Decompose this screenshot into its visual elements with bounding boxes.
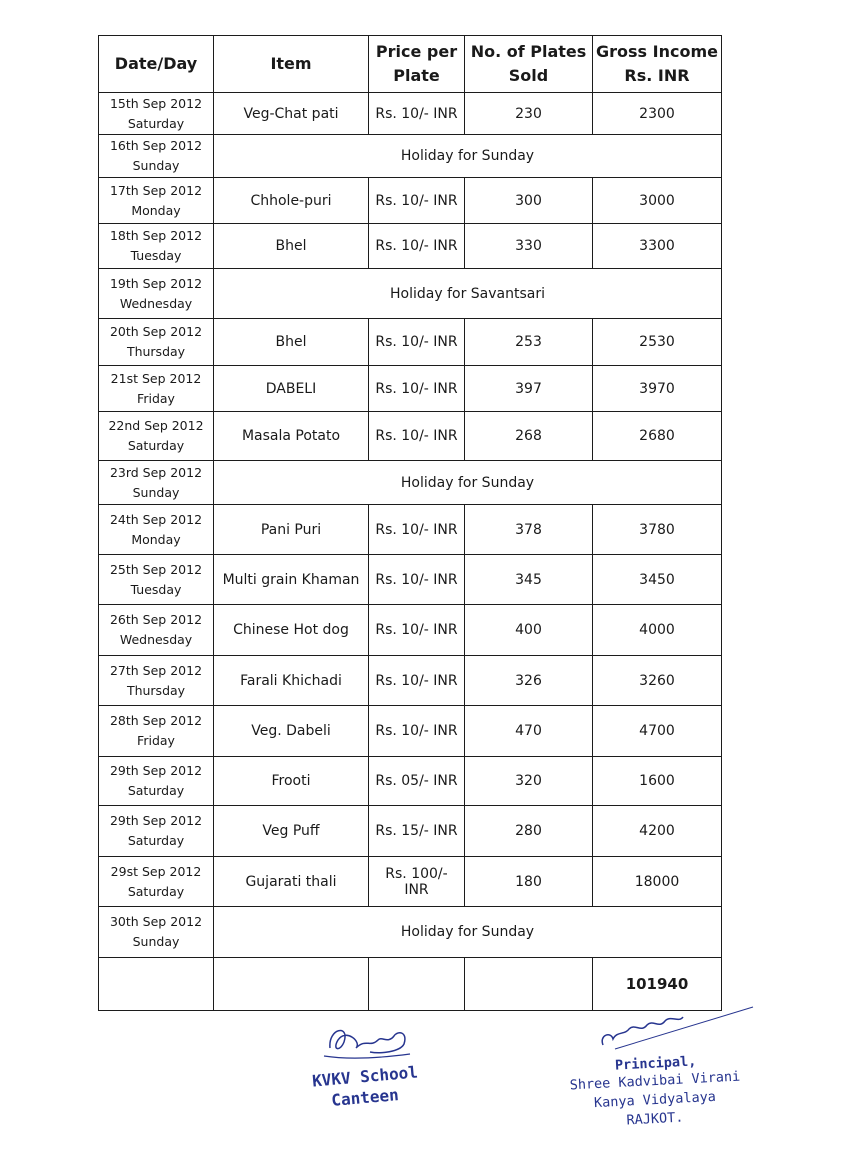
plates-cell: 253 (465, 319, 593, 366)
day-text: Saturday (127, 438, 185, 453)
header-price (369, 36, 465, 93)
date-cell (99, 907, 214, 958)
item-cell: Bhel (214, 319, 369, 366)
date-text: 15th Sep 2012 (109, 95, 203, 111)
plates-cell: 345 (465, 555, 593, 605)
header-item: Item (214, 36, 369, 93)
price-cell: Rs. 10/- INR (369, 319, 465, 366)
table-row (99, 757, 722, 806)
table-row (99, 656, 722, 706)
item-cell: Farali Khichadi (214, 656, 369, 706)
table-row (99, 412, 722, 461)
table-row (99, 857, 722, 907)
plates-cell: 326 (465, 656, 593, 706)
header-price-line2: Plate (393, 66, 440, 85)
price-cell: Rs. 10/- INR (369, 224, 465, 269)
date-cell (99, 366, 214, 412)
plates-cell: 330 (465, 224, 593, 269)
income-cell: 18000 (593, 857, 722, 907)
holiday-row (99, 461, 722, 505)
price-cell: Rs. 15/- INR (369, 806, 465, 857)
item-cell: Frooti (214, 757, 369, 806)
income-cell: 1600 (593, 757, 722, 806)
date-text: 30th Sep 2012 (109, 914, 203, 929)
plates-cell: 470 (465, 706, 593, 757)
table-row (99, 605, 722, 656)
date-text: 19th Sep 2012 (109, 275, 203, 291)
date-cell (99, 857, 214, 907)
item-cell: Chinese Hot dog (214, 605, 369, 656)
day-text: Thursday (126, 344, 186, 359)
canteen-signature-stamp (290, 1018, 440, 1108)
income-cell: 3450 (593, 555, 722, 605)
table-row (99, 319, 722, 366)
date-cell (99, 656, 214, 706)
table-body (99, 93, 722, 958)
date-cell (99, 806, 214, 857)
day-text: Monday (131, 202, 181, 218)
principal-stamp-line: Kanya Vidyalaya (593, 1088, 717, 1112)
day-text: Friday (137, 733, 175, 748)
item-cell: Veg-Chat pati (214, 93, 369, 135)
day-text: Saturday (127, 833, 185, 848)
table-row (99, 93, 722, 135)
date-text: 20th Sep 2012 (109, 324, 203, 339)
table-row (99, 706, 722, 757)
price-cell: Rs. 10/- INR (369, 366, 465, 412)
item-cell: DABELI (214, 366, 369, 412)
day-text: Sunday (132, 934, 180, 949)
date-text: 23rd Sep 2012 (109, 464, 203, 480)
table-row (99, 806, 722, 857)
date-text: 28th Sep 2012 (109, 713, 203, 728)
day-text: Friday (137, 390, 175, 406)
date-text: 27th Sep 2012 (109, 662, 203, 678)
table-row (99, 178, 722, 224)
date-cell (99, 555, 214, 605)
holiday-cell: Holiday for Sunday (214, 135, 722, 178)
price-cell: Rs. 05/- INR (369, 757, 465, 806)
date-cell (99, 178, 214, 224)
principal-signature-stamp (555, 1005, 755, 1129)
day-text: Monday (131, 531, 181, 547)
canteen-stamp-line: Canteen (330, 1085, 400, 1110)
date-cell (99, 461, 214, 505)
table-footer (99, 958, 722, 1011)
income-cell: 3780 (593, 505, 722, 555)
principal-stamp-line: Principal, (614, 1053, 697, 1074)
item-cell: Masala Potato (214, 412, 369, 461)
income-cell: 2680 (593, 412, 722, 461)
price-cell: Rs. 10/- INR (369, 656, 465, 706)
plates-cell: 400 (465, 605, 593, 656)
header-plates-line2: Sold (508, 66, 549, 85)
date-text: 25th Sep 2012 (109, 561, 203, 577)
day-text: Sunday (132, 484, 180, 500)
date-cell (99, 135, 214, 178)
canteen-signature-scribble (310, 1018, 420, 1066)
income-cell: 2530 (593, 319, 722, 366)
price-cell: Rs. 10/- INR (369, 605, 465, 656)
plates-cell: 397 (465, 366, 593, 412)
header-income-line1: Gross Income (596, 42, 718, 61)
day-text: Tuesday (130, 248, 182, 263)
date-cell (99, 505, 214, 555)
day-text: Sunday (132, 158, 180, 173)
header-plates-line1: No. of Plates (470, 42, 587, 61)
price-cell: Rs. 10/- INR (369, 505, 465, 555)
plates-cell: 300 (465, 178, 593, 224)
plates-cell: 268 (465, 412, 593, 461)
income-cell: 3970 (593, 366, 722, 412)
date-text: 29th Sep 2012 (109, 763, 203, 778)
date-cell (99, 706, 214, 757)
day-text: Wednesday (119, 632, 193, 647)
date-text: 29th Sep 2012 (109, 813, 203, 828)
date-text: 16th Sep 2012 (109, 138, 203, 153)
plates-cell: 320 (465, 757, 593, 806)
income-cell: 4200 (593, 806, 722, 857)
day-text: Thursday (126, 682, 186, 698)
date-text: 26th Sep 2012 (109, 612, 203, 627)
principal-stamp-line: RAJKOT. (626, 1109, 684, 1129)
total-empty-cell (465, 958, 593, 1011)
date-cell (99, 224, 214, 269)
holiday-row (99, 907, 722, 958)
date-text: 18th Sep 2012 (109, 228, 203, 243)
header-income-line2: Rs. INR (624, 66, 690, 85)
plates-cell: 280 (465, 806, 593, 857)
holiday-row (99, 269, 722, 319)
gross-income-total: 101940 (593, 958, 722, 1011)
date-text: 21st Sep 2012 (110, 370, 202, 386)
date-cell (99, 269, 214, 319)
item-cell: Veg Puff (214, 806, 369, 857)
table-row (99, 366, 722, 412)
date-cell (99, 605, 214, 656)
total-row (99, 958, 722, 1011)
header-plates (465, 36, 593, 93)
header-row (99, 36, 722, 93)
date-cell (99, 319, 214, 366)
day-text: Wednesday (119, 295, 193, 311)
plates-cell: 180 (465, 857, 593, 907)
date-text: 17th Sep 2012 (109, 182, 203, 198)
price-cell: Rs. 10/- INR (369, 93, 465, 135)
item-cell: Bhel (214, 224, 369, 269)
price-cell: Rs. 10/- INR (369, 555, 465, 605)
day-text: Saturday (127, 783, 185, 798)
canteen-stamp-line: KVKV School (311, 1062, 419, 1091)
date-text: 22nd Sep 2012 (108, 418, 204, 433)
income-cell: 3300 (593, 224, 722, 269)
income-cell: 4000 (593, 605, 722, 656)
header-date: Date/Day (99, 36, 214, 93)
date-text: 24th Sep 2012 (109, 511, 203, 527)
item-cell: Chhole-puri (214, 178, 369, 224)
holiday-cell: Holiday for Sunday (214, 461, 722, 505)
table-row (99, 224, 722, 269)
principal-stamp-line: Shree Kadvibai Virani (569, 1068, 741, 1094)
price-cell: Rs. 10/- INR (369, 412, 465, 461)
table-row (99, 505, 722, 555)
sales-table (98, 35, 722, 1011)
header-income (593, 36, 722, 93)
item-cell: Multi grain Khaman (214, 555, 369, 605)
total-empty-cell (369, 958, 465, 1011)
header-price-line1: Price per (375, 42, 458, 61)
date-cell (99, 412, 214, 461)
item-cell: Pani Puri (214, 505, 369, 555)
price-cell: Rs. 100/- INR (369, 857, 465, 907)
income-cell: 2300 (593, 93, 722, 135)
date-cell (99, 93, 214, 135)
total-empty-cell (99, 958, 214, 1011)
day-text: Saturday (127, 115, 185, 131)
principal-signature-scribble (555, 1005, 755, 1053)
item-cell: Veg. Dabeli (214, 706, 369, 757)
date-text: 29st Sep 2012 (110, 863, 202, 879)
day-text: Tuesday (130, 581, 182, 597)
income-cell: 3260 (593, 656, 722, 706)
item-cell: Gujarati thali (214, 857, 369, 907)
day-text: Saturday (127, 883, 185, 899)
date-cell (99, 757, 214, 806)
price-cell: Rs. 10/- INR (369, 178, 465, 224)
holiday-row (99, 135, 722, 178)
table-row (99, 555, 722, 605)
holiday-cell: Holiday for Sunday (214, 907, 722, 958)
plates-cell: 230 (465, 93, 593, 135)
table-header (99, 36, 722, 93)
plates-cell: 378 (465, 505, 593, 555)
income-cell: 3000 (593, 178, 722, 224)
price-cell: Rs. 10/- INR (369, 706, 465, 757)
holiday-cell: Holiday for Savantsari (214, 269, 722, 319)
income-cell: 4700 (593, 706, 722, 757)
total-empty-cell (214, 958, 369, 1011)
